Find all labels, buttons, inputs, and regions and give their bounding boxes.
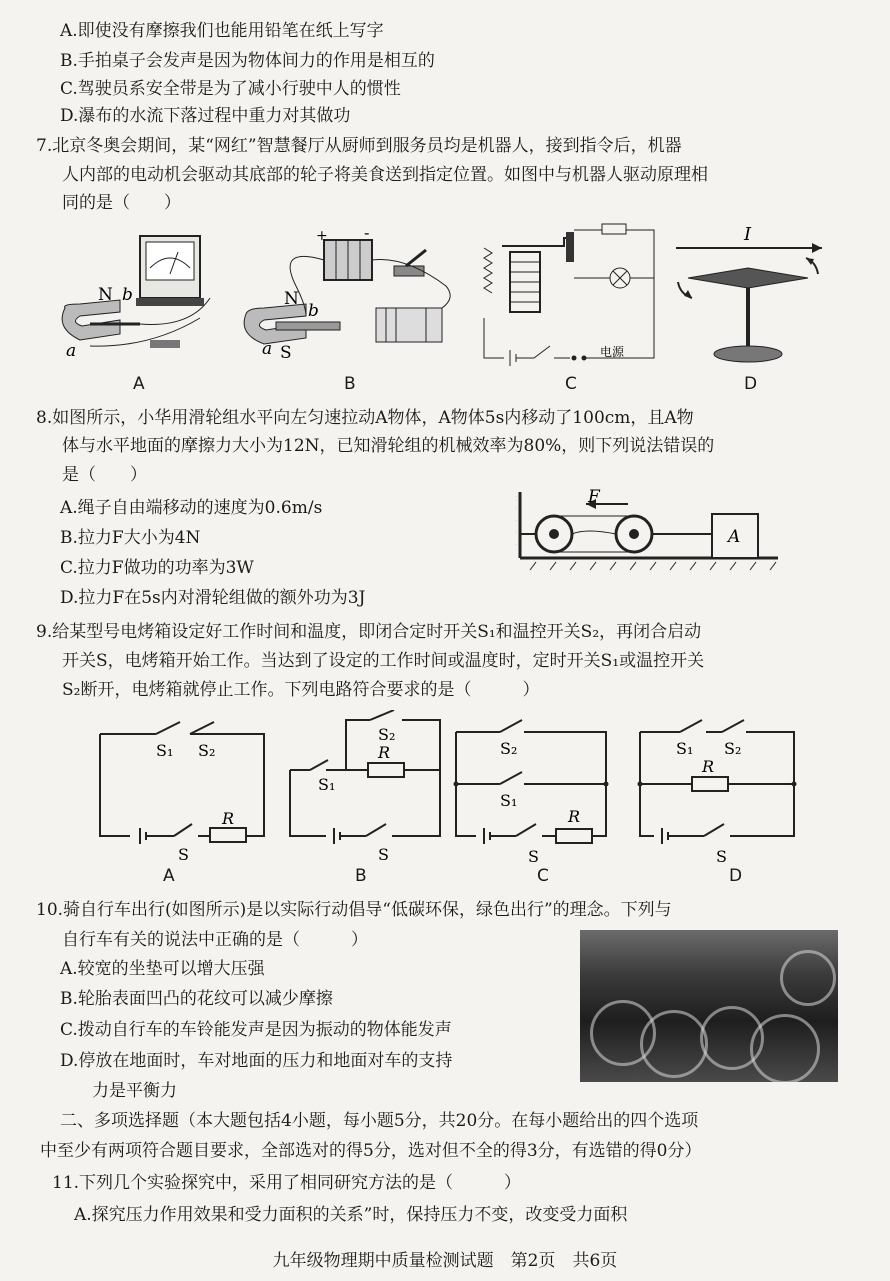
q9-label-d: D xyxy=(729,866,743,886)
q11-stem: 11.下列几个实验探究中，采用了相同研究方法的是（ ） xyxy=(52,1173,522,1193)
q6-option-a: A.即使没有摩擦我们也能用铅笔在纸上写字 xyxy=(60,21,384,41)
q7-stem-line2: 人内部的电动机会驱动其底部的轮子将美食送到指定位置。如图中与机器人驱动原理相 xyxy=(62,165,708,185)
q8-stem-line2: 体与水平地面的摩擦力大小为12N，已知滑轮组的机械效率为80%，则下列说法错误的 xyxy=(62,436,715,456)
q9-circuit-c xyxy=(452,718,612,866)
fig-c-power-label: 电源 xyxy=(600,345,625,359)
q8-stem-line3: 是（ ） xyxy=(62,465,147,485)
fig-b-plus: + xyxy=(316,228,328,244)
q7-figure-c xyxy=(474,218,664,368)
q9c-r: R xyxy=(568,807,581,826)
q9a-s2: S₂ xyxy=(198,741,216,760)
q6-option-c: C.驾驶员系安全带是为了减小行驶中人的惯性 xyxy=(60,79,401,99)
fig-b-label-s: S xyxy=(280,343,292,363)
q9-label-c: C xyxy=(537,866,549,886)
q9-label-a: A xyxy=(163,866,175,886)
q8-stem-line1: 8.如图所示，小华用滑轮组水平向左匀速拉动A物体，A物体5s内移动了100cm，且A物 xyxy=(36,408,694,428)
q9d-s1: S₁ xyxy=(676,739,694,758)
q10-option-c: C.拨动自行车的车铃能发声是因为振动的物体能发声 xyxy=(60,1020,452,1040)
q7-label-a: A xyxy=(133,374,145,394)
q9c-s2: S₂ xyxy=(500,739,518,758)
q9b-s2: S₂ xyxy=(378,725,396,744)
q7-label-b: B xyxy=(344,374,356,394)
q9-stem-line3: S₂断开，电烤箱就停止工作。下列电路符合要求的是（ ） xyxy=(62,680,540,700)
q8-option-b: B.拉力F大小为4N xyxy=(60,528,201,548)
q7-stem-line3: 同的是（ ） xyxy=(62,193,181,213)
q9c-s: S xyxy=(528,847,539,866)
q9-stem-line2: 开关S，电烤箱开始工作。当达到了设定的工作时间或温度时，定时开关S₁或温控开关 xyxy=(62,651,705,671)
section2-header-line2: 中至少有两项符合题目要求，全部选对的得5分，选对但不全的得3分，有选错的得0分） xyxy=(40,1141,702,1161)
q8-option-a: A.绳子自由端移动的速度为0.6m/s xyxy=(60,498,323,518)
q8-option-c: C.拉力F做功的功率为3W xyxy=(60,558,254,578)
q8-pulley-figure xyxy=(516,488,782,574)
fig-d-current-label: I xyxy=(744,224,752,245)
fig-b-label-b: b xyxy=(308,301,319,321)
q10-option-d: D.停放在地面时，车对地面的压力和地面对车的支持 xyxy=(60,1051,453,1071)
q10-option-a: A.较宽的坐垫可以增大压强 xyxy=(60,959,265,979)
page-footer: 九年级物理期中质量检测试题 第2页 共6页 xyxy=(272,1251,618,1271)
q9-circuit-d xyxy=(636,718,800,866)
q9a-r: R xyxy=(222,809,235,828)
q7-label-c: C xyxy=(565,374,577,394)
q11-option-a: A.探究压力作用效果和受力面积的关系”时，保持压力不变，改变受力面积 xyxy=(74,1205,628,1225)
q9a-s1: S₁ xyxy=(156,741,174,760)
fig-a-label-a: a xyxy=(66,341,77,361)
q9-stem-line1: 9.给某型号电烤箱设定好工作时间和温度，即闭合定时开关S₁和温控开关S₂，再闭合启动 xyxy=(36,622,702,642)
q9a-s: S xyxy=(178,845,189,864)
bicycle-photo xyxy=(580,930,838,1082)
q7-figure-b xyxy=(236,226,466,371)
fig-b-minus: - xyxy=(364,226,370,242)
q9b-s1: S₁ xyxy=(318,775,336,794)
q9-circuit-a xyxy=(94,720,270,866)
fig-b-label-a: a xyxy=(262,339,273,359)
q8-option-d: D.拉力F在5s内对滑轮组做的额外功为3J xyxy=(60,588,366,608)
fig-a-label-n: N xyxy=(98,285,113,305)
q9d-s2: S₂ xyxy=(724,739,742,758)
q7-figure-d xyxy=(672,222,832,370)
q8-force-label: F xyxy=(588,488,600,507)
q9-label-b: B xyxy=(355,866,367,886)
q8-block-label: A xyxy=(728,527,741,547)
q10-stem-line2: 自行车有关的说法中正确的是（ ） xyxy=(62,930,368,950)
q10-option-d-cont: 力是平衡力 xyxy=(92,1081,177,1101)
fig-a-label-b: b xyxy=(122,285,133,305)
q7-label-d: D xyxy=(744,374,758,394)
q9c-s1: S₁ xyxy=(500,791,518,810)
q9-circuit-b xyxy=(286,710,446,866)
q10-option-b: B.轮胎表面凹凸的花纹可以减少摩擦 xyxy=(60,989,333,1009)
q7-figure-a xyxy=(50,228,230,368)
q9b-r: R xyxy=(378,743,391,762)
q7-stem-line1: 7.北京冬奥会期间，某“网红”智慧餐厅从厨师到服务员均是机器人，接到指令后，机器 xyxy=(36,136,682,156)
q9b-s: S xyxy=(378,845,389,864)
q6-option-b: B.手拍桌子会发声是因为物体间力的作用是相互的 xyxy=(60,51,435,71)
q9d-s: S xyxy=(716,847,727,866)
q10-stem-line1: 10.骑自行车出行(如图所示)是以实际行动倡导“低碳环保，绿色出行”的理念。下列与 xyxy=(36,900,672,920)
section2-header-line1: 二、多项选择题（本大题包括4小题，每小题5分，共20分。在每小题给出的四个选项 xyxy=(60,1111,699,1131)
fig-b-label-n: N xyxy=(284,289,299,309)
q9d-r: R xyxy=(702,757,715,776)
q6-option-d: D.瀑布的水流下落过程中重力对其做功 xyxy=(60,106,351,126)
